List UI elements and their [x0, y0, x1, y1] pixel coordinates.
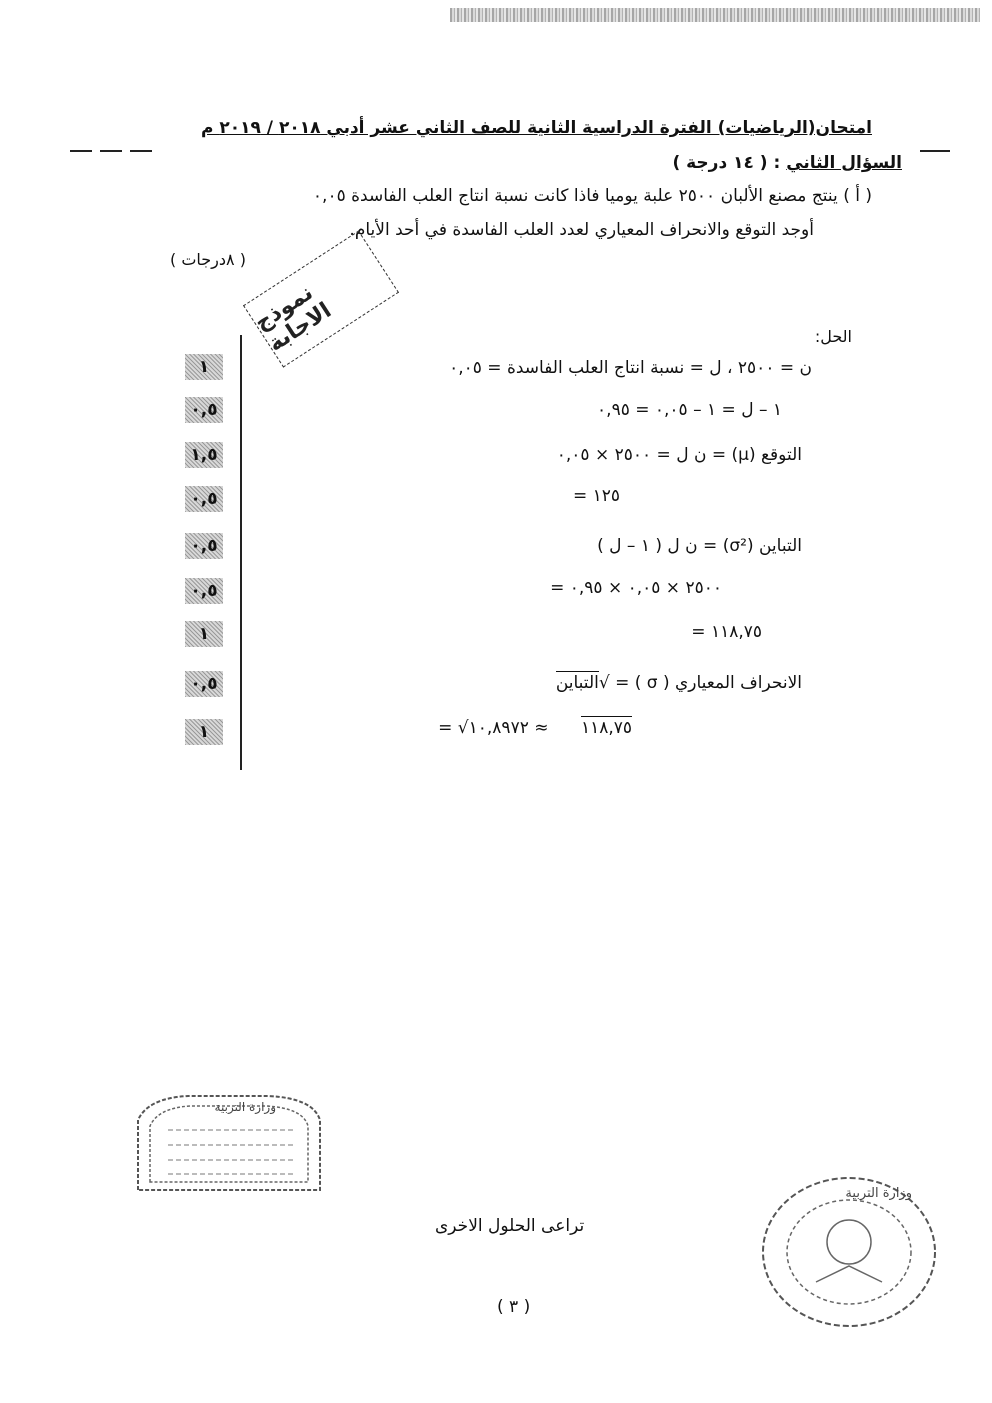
question-points: : ( ١٤ درجة ) — [672, 153, 781, 173]
question-line-2: أوجد التوقع والانحراف المعياري لعدد العلب الفاسدة في أحد الأيام. — [349, 220, 814, 240]
std-dev-formula: الانحراف المعياري ( σ ) = √ — [598, 673, 802, 693]
mark-badge: ٠,٥ — [185, 671, 223, 697]
part-label: ( أ ) — [843, 186, 872, 206]
footer-note: تراعى الحلول الاخرى — [435, 1216, 585, 1236]
solution-step-5: التباين (σ²) = ن ل ( ١ – ل ) — [597, 536, 802, 556]
solution-step-8 — [556, 673, 802, 693]
std-dev-eq: = √ — [438, 718, 469, 738]
question-label: السؤال الثاني — [786, 153, 902, 173]
title-dash — [100, 150, 122, 152]
solution-step-7: = ١١٨,٧٥ — [691, 622, 762, 642]
answer-model-stamp — [243, 230, 399, 367]
question-line-1 — [313, 186, 872, 206]
question-marks: ( ٨درجات ) — [170, 250, 246, 269]
rect-seal — [128, 1090, 328, 1198]
solution-label: الحل: — [814, 327, 852, 346]
mark-badge: ١ — [185, 621, 223, 647]
solution-step-9 — [438, 718, 632, 738]
solution-step-3: التوقع (µ) = ن ل = ٢٥٠٠ × ٠,٠٥ — [556, 445, 802, 465]
title-dash — [130, 150, 152, 152]
solution-step-1: ن = ٢٥٠٠ ، ل = نسبة انتاج العلب الفاسدة = ٠,٠٥ — [449, 358, 812, 378]
mark-badge: ١ — [185, 354, 223, 380]
mark-badge: ٠,٥ — [185, 397, 223, 423]
sqrt-radicand: ١١٨,٧٥ — [580, 718, 632, 738]
mark-badge: ١ — [185, 719, 223, 745]
title-dash — [920, 150, 950, 152]
round-seal-text: وزارة التربية — [845, 1186, 912, 1201]
exam-title: امتحان(الرياضيات) الفترة الدراسية الثانية للصف الثاني عشر أدبي ٢٠١٨ / ٢٠١٩ م — [200, 118, 872, 138]
sqrt-radicand: التباين — [555, 673, 599, 693]
solution-step-4: = ١٢٥ — [572, 486, 620, 506]
std-dev-result: ≈ ١٠,٨٩٧٢ — [468, 718, 549, 738]
scan-artifact — [450, 8, 980, 22]
mark-badge: ١,٥ — [185, 442, 223, 468]
answer-model-stamp-text: نموذج الاجابة — [250, 280, 337, 358]
mark-badge: ٠,٥ — [185, 486, 223, 512]
title-dash — [70, 150, 92, 152]
margin-divider — [240, 335, 242, 770]
round-seal — [756, 1170, 942, 1330]
page-number: ( ٣ ) — [497, 1297, 531, 1317]
rect-seal-text: وزارة التربية — [214, 1100, 276, 1114]
solution-step-6: = ٢٥٠٠ × ٠,٠٥ × ٠,٩٥ — [550, 578, 722, 598]
mark-badge: ٠,٥ — [185, 533, 223, 559]
mark-badge: ٠,٥ — [185, 578, 223, 604]
question-text-1: ينتج مصنع الألبان ٢٥٠٠ علبة يوميا فاذا كانت نسبة انتاج العلب الفاسدة ٠,٠٥ — [312, 186, 838, 206]
question-heading — [672, 153, 902, 173]
solution-step-2: ١ – ل = ١ – ٠,٠٥ = ٠,٩٥ — [597, 400, 782, 420]
